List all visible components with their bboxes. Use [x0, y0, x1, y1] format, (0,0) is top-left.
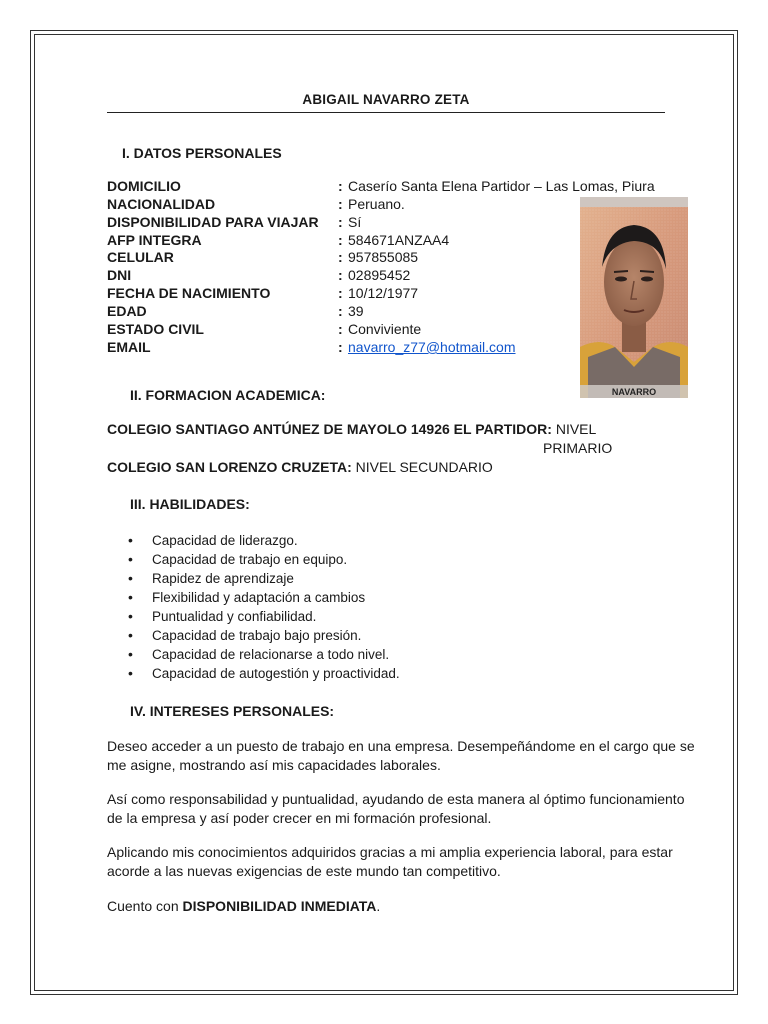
- education-item-1-level-cont: PRIMARIO: [543, 440, 613, 456]
- row-value: 957855085: [348, 249, 419, 265]
- list-item: • Capacidad de autogestión y proactividad.: [128, 664, 400, 683]
- skills-list: [128, 531, 400, 683]
- education-item-1: [107, 421, 596, 437]
- education-school: COLEGIO SANTIAGO ANTÚNEZ DE MAYOLO 14926 EL PARTIDOR:: [107, 421, 552, 437]
- list-item: • Puntualidad y confiabilidad.: [128, 607, 400, 626]
- education-level: NIVEL: [555, 421, 597, 437]
- row-separator: :: [338, 214, 343, 230]
- list-item: • Capacidad de trabajo bajo presión.: [128, 626, 400, 645]
- row-label: CELULAR: [107, 249, 174, 265]
- row-value: Caserío Santa Elena Partidor – Las Lomas, Piura: [348, 178, 655, 194]
- row-label: DOMICILIO: [107, 178, 181, 194]
- row-label: DISPONIBILIDAD PARA VIAJAR: [107, 214, 319, 230]
- row-label: ESTADO CIVIL: [107, 321, 204, 337]
- row-separator: :: [338, 303, 343, 319]
- row-label: EDAD: [107, 303, 147, 319]
- availability-bold: DISPONIBILIDAD INMEDIATA: [182, 898, 377, 914]
- row-value: 39: [348, 303, 364, 319]
- list-item: • Rapidez de aprendizaje: [128, 569, 400, 588]
- row-label: AFP INTEGRA: [107, 232, 202, 248]
- row-separator: :: [338, 321, 343, 337]
- section-interests-heading: IV. INTERESES PERSONALES:: [130, 703, 335, 719]
- row-label: EMAIL: [107, 339, 151, 355]
- section-personal-heading: I. DATOS PERSONALES: [122, 145, 282, 161]
- list-item: • Capacidad de relacionarse a todo nivel.: [128, 645, 400, 664]
- row-label: NACIONALIDAD: [107, 196, 216, 212]
- section-education-heading: II. FORMACION ACADEMICA:: [130, 387, 326, 403]
- list-item: • Capacidad de liderazgo.: [128, 531, 400, 550]
- profile-photo: [580, 197, 688, 398]
- row-separator: :: [338, 178, 343, 194]
- interests-paragraph-4: [107, 897, 697, 916]
- row-separator: :: [338, 249, 343, 265]
- row-value: 584671ANZAA4: [348, 232, 450, 248]
- row-value: Peruano.: [348, 196, 405, 212]
- availability-suffix: .: [376, 898, 381, 914]
- row-value: 02895452: [348, 267, 411, 283]
- row-separator: :: [338, 285, 343, 301]
- interests-paragraph-1: Deseo acceder a un puesto de trabajo en una empresa. Desempeñándome en el cargo que se me asigne, mostrando así mis capacidades laborales.: [107, 738, 695, 773]
- education-item-2: [107, 459, 493, 475]
- row-separator: :: [338, 232, 343, 248]
- interests-paragraph-2: Así como responsabilidad y puntualidad, ayudando de esta manera al óptimo funcionamiento de la empresa y así poder crecer en mi formación profesional.: [107, 791, 685, 826]
- interests-paragraph-3: Aplicando mis conocimientos adquiridos gracias a mi amplia experiencia laboral, para estar acorde a las nuevas exigencias de este mundo tan competitivo.: [107, 844, 673, 879]
- education-school: COLEGIO SAN LORENZO CRUZETA:: [107, 459, 352, 475]
- row-separator: :: [338, 267, 343, 283]
- section-skills-heading: III. HABILIDADES:: [130, 496, 250, 512]
- row-value: Conviviente: [348, 321, 422, 337]
- education-level: NIVEL SECUNDARIO: [355, 459, 493, 475]
- candidate-name: ABIGAIL NAVARRO ZETA: [302, 92, 470, 107]
- email-link[interactable]: navarro_z77@hotmail.com: [348, 339, 516, 355]
- row-label: DNI: [107, 267, 132, 283]
- row-separator: :: [338, 339, 343, 355]
- row-value: 10/12/1977: [348, 285, 419, 301]
- row-separator: :: [338, 196, 343, 212]
- name-underline: [107, 112, 665, 113]
- row-label: FECHA DE NACIMIENTO: [107, 285, 271, 301]
- list-item: • Flexibilidad y adaptación a cambios: [128, 588, 400, 607]
- availability-prefix: Cuento con: [107, 898, 179, 914]
- row-value: Sí: [348, 214, 362, 230]
- list-item: • Capacidad de trabajo en equipo.: [128, 550, 400, 569]
- photo-caption: NAVARRO: [611, 387, 657, 397]
